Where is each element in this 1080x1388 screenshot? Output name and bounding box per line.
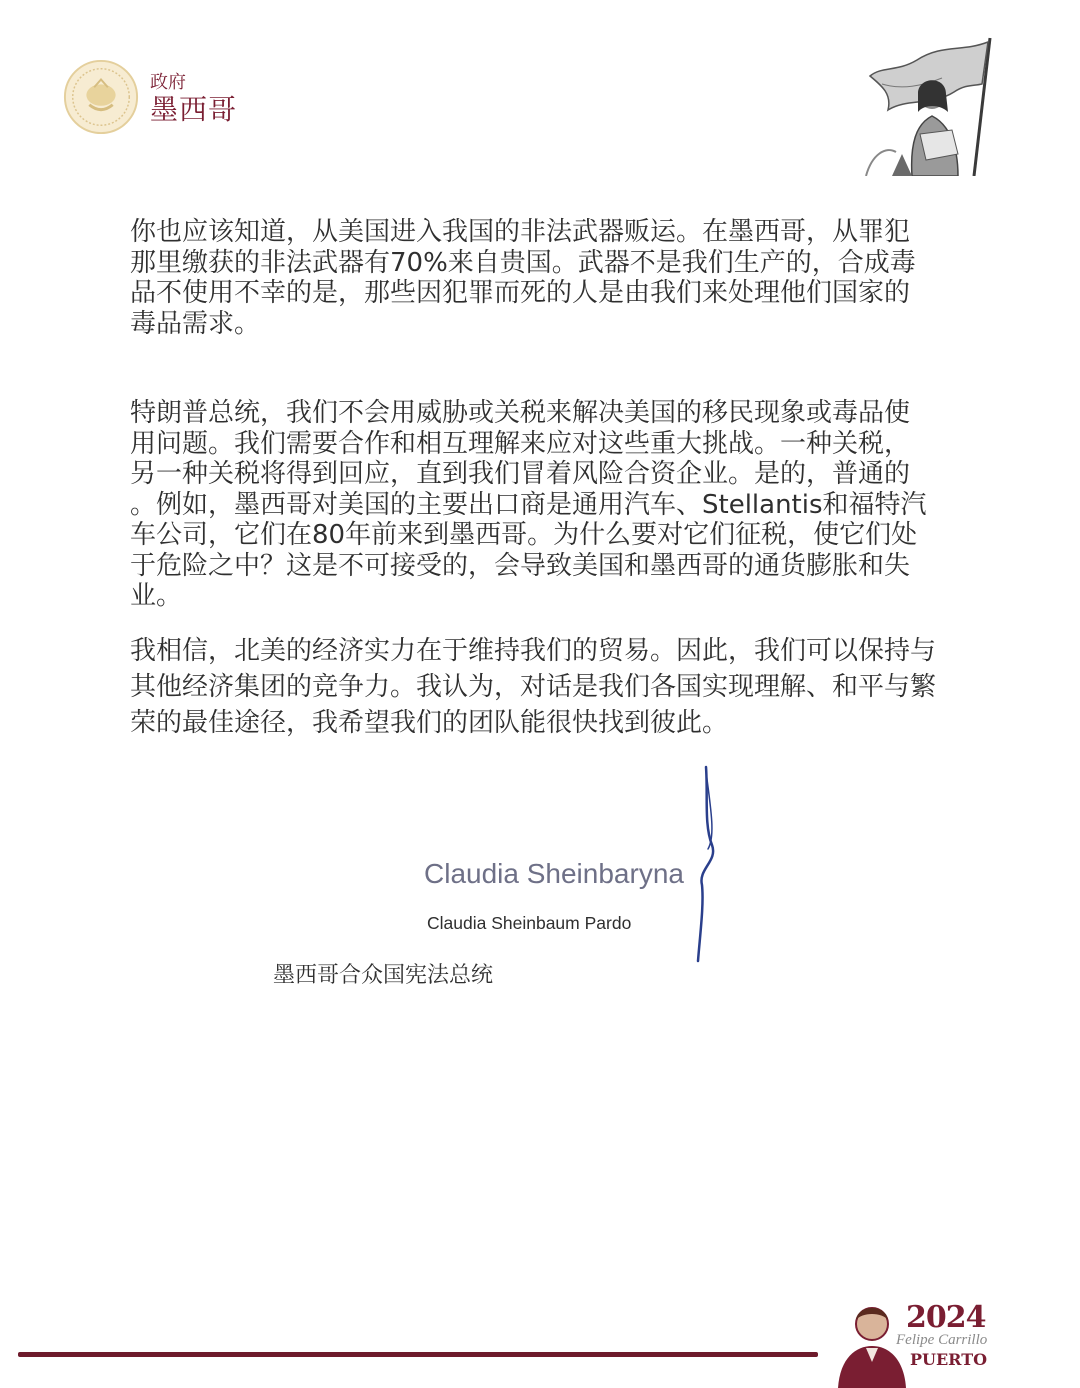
- paragraph-line: 你也应该知道，从美国进入我国的非法武器贩运。在墨西哥，从罪犯: [130, 217, 911, 247]
- paragraph-1: [130, 217, 970, 339]
- signatory-title: 墨西哥合众国宪法总统: [273, 963, 494, 988]
- woman-with-flag-illustration-icon: [862, 34, 1002, 176]
- footer-puerto: PUERTO: [910, 1350, 988, 1369]
- paragraph-line: 用问题。我们需要合作和相互理解来应对这些重大挑战。一种关税，: [130, 428, 911, 459]
- coat-of-arms-seal-icon: [62, 58, 140, 136]
- handwritten-signature: [690, 765, 730, 965]
- paragraph-line: 于危险之中？这是不可接受的，会导致美国和墨西哥的通货膨胀和失: [130, 550, 911, 581]
- paragraph-line: 另一种关税将得到回应，直到我们冒着风险合资企业。是的，普通的: [130, 459, 911, 489]
- paragraph-line: 那里缴获的非法武器有70%来自贵国。武器不是我们生产的，合成毒: [130, 247, 916, 278]
- paragraph-3: [130, 633, 970, 741]
- paragraph-2: [130, 398, 970, 612]
- paragraph-line: 荣的最佳途径，我希望我们的团队能很快找到彼此。: [130, 708, 729, 738]
- government-label: 政府: [150, 72, 186, 93]
- country-name: 墨西哥: [150, 93, 238, 126]
- paragraph-line: 车公司，它们在80年前来到墨西哥。为什么要对它们征税，使它们处: [130, 520, 918, 550]
- footer-felipe-carrillo: Felipe Carrillo: [896, 1332, 988, 1348]
- paragraph-line: 我相信，北美的经济实力在于维持我们的贸易。因此，我们可以保持与: [130, 636, 937, 666]
- paragraph-line: 业。: [130, 581, 183, 611]
- paragraph-line: 其他经济集团的竞争力。我认为，对话是我们各国实现理解、和平与繁: [130, 672, 937, 702]
- footer-divider: [18, 1352, 818, 1357]
- paragraph-line: 品不使用不幸的是，那些因犯罪而死的人是由我们来处理他们国家的: [130, 278, 911, 308]
- letterhead: [150, 72, 237, 126]
- signatory-name: Claudia Sheinbaum Pardo: [427, 913, 632, 933]
- paragraph-line: 特朗普总统，我们不会用威胁或关税来解决美国的移民现象或毒品使: [130, 398, 911, 428]
- paragraph-line: 。例如，墨西哥对美国的主要出口商是通用汽车、Stellantis和福特汽: [130, 489, 927, 520]
- signature-script-text: Claudia Sheinbaryna: [424, 858, 684, 889]
- footer-year: 2024: [906, 1300, 986, 1335]
- paragraph-line: 毒品需求。: [130, 308, 261, 339]
